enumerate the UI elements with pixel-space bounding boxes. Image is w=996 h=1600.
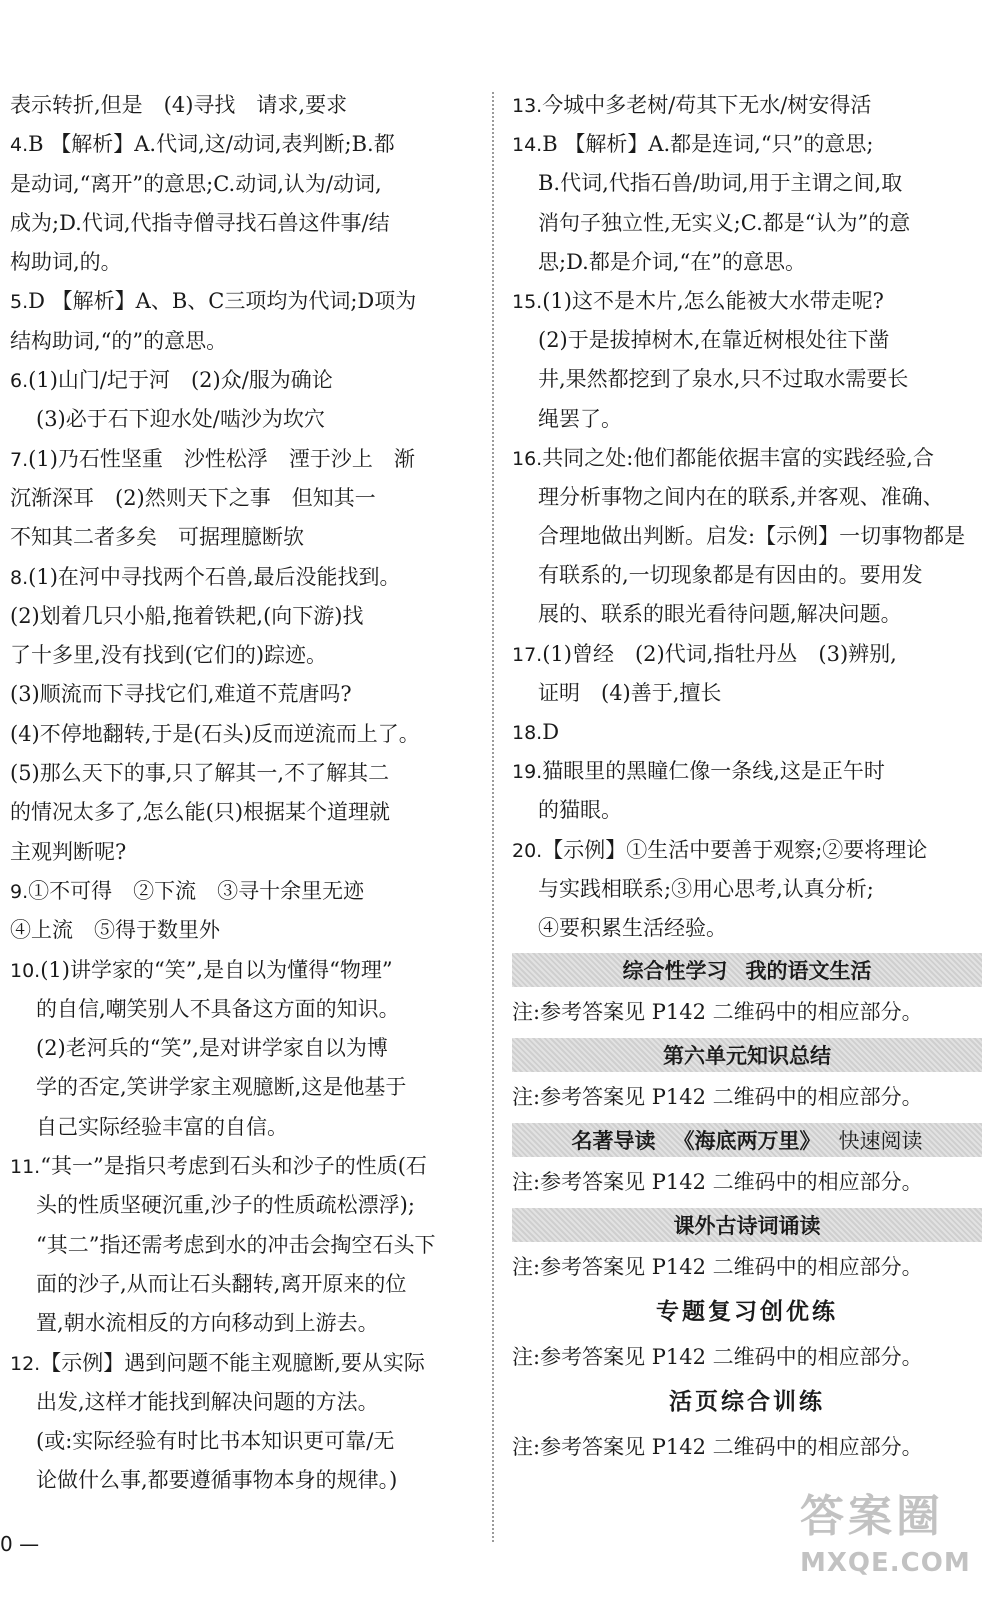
answer-text: B.代词,代指石兽/助词,用于主谓之间,取 [538, 171, 903, 196]
answer-text: (4)不停地翻转,于是(石头)反而逆流而上了。 [10, 721, 420, 746]
answer-line [512, 164, 982, 203]
answer-text: B 【解析】A.都是连词,“只”的意思; [542, 132, 874, 157]
answer-text: 共同之处:他们都能依据丰富的实践经验,合 [542, 445, 934, 470]
section-heading-part: 专题复习创优练 [656, 1299, 838, 1326]
answer-line [10, 518, 472, 557]
answer-line [10, 754, 472, 793]
answer-line [10, 322, 472, 361]
section-heading [512, 1378, 982, 1426]
answer-line [512, 674, 982, 713]
answer-line [10, 715, 472, 754]
answer-item-start [512, 713, 982, 752]
answer-line [512, 791, 982, 830]
answer-text: 的自信,嘲笑别人不具备这方面的知识。 [36, 996, 400, 1021]
answer-number: 16. [512, 447, 543, 470]
answer-text: 井,果然都挖到了泉水,只不过取水需要长 [538, 367, 909, 392]
answer-line [10, 1068, 472, 1107]
answer-line [512, 870, 982, 909]
right-column [512, 86, 982, 1468]
answer-text: 沉渐深耳 (2)然则天下之事 但知其一 [10, 485, 376, 510]
answer-text: 【示例】遇到问题不能主观臆断,要从实际 [40, 1350, 425, 1375]
watermark-logo-text: 答案圈 [800, 1491, 944, 1542]
answer-item-start [512, 439, 982, 478]
answer-line [512, 360, 982, 399]
answer-text: (1)这不是木片,怎么能被大水带走呢? [542, 288, 884, 313]
answer-number: 17. [512, 643, 543, 666]
answer-text: 论做什么事,都要遵循事物本身的规律。) [36, 1468, 398, 1493]
column-divider [492, 92, 494, 1542]
answer-item-start [10, 1344, 472, 1383]
answer-line [10, 400, 472, 439]
answer-text: ①不可得 ②下流 ③寻十余里无迹 [28, 878, 365, 903]
answer-item-start [512, 831, 982, 870]
answer-text: (1)在河中寻找两个石兽,最后没能找到。 [28, 564, 401, 589]
section-heading-part: 快速阅读 [838, 1129, 923, 1154]
section-heading-part: 课外古诗词诵读 [673, 1214, 821, 1239]
answer-number: 12. [10, 1352, 41, 1375]
page-number: 0 — [0, 1532, 40, 1556]
answer-text: (1)讲学家的“笑”,是自以为懂得“物理” [40, 957, 393, 982]
answer-item-start [10, 440, 472, 479]
answer-text: (或:实际经验有时比书本知识更可靠/无 [36, 1429, 395, 1454]
section-heading-part: 活页综合训练 [669, 1389, 825, 1416]
answer-text: 学的否定,笑讲学家主观臆断,这是他基于 [36, 1075, 407, 1100]
answer-text: 证明 (4)善于,擅长 [538, 680, 722, 705]
answer-text: D [542, 720, 560, 744]
section-note: 注:参考答案见 P142 二维码中的相应部分。 [512, 1000, 923, 1025]
answer-item-start [512, 635, 982, 674]
answer-line [512, 595, 982, 634]
answer-text: 的情况太多了,怎么能(只)根据某个道理就 [10, 800, 391, 825]
answer-number: 10. [10, 959, 41, 982]
answer-line [512, 517, 982, 556]
answer-line [10, 1304, 472, 1343]
answer-text: 了十多里,没有找到(它们的)踪迹。 [10, 643, 328, 668]
answer-text: 不知其二者多矣 可据理臆断欤 [10, 525, 304, 550]
answer-line [10, 1029, 472, 1068]
section-heading [512, 1038, 982, 1072]
answer-text: 【示例】①生活中要善于观察;②要将理论 [542, 837, 928, 862]
section-heading-part: 第六单元知识总结 [663, 1044, 831, 1069]
answer-text: (1)山门/圮于河 (2)众/服为确论 [28, 368, 333, 393]
answer-line [512, 204, 982, 243]
answer-item-start [10, 558, 472, 597]
answer-text: 出发,这样才能找到解决问题的方法。 [36, 1389, 379, 1414]
answer-line [10, 204, 472, 243]
answer-text: 构助词,的。 [10, 250, 122, 275]
answer-text: “其二”指还需考虑到水的冲击会掏空石头下 [36, 1232, 436, 1257]
answer-line [10, 990, 472, 1029]
section-note: 注:参考答案见 P142 二维码中的相应部分。 [512, 1170, 923, 1195]
answer-number: 14. [512, 134, 543, 157]
answer-line [10, 597, 472, 636]
section-heading [512, 1208, 982, 1242]
answer-item-start [10, 951, 472, 990]
answer-line [10, 793, 472, 832]
answer-text: 展的、联系的眼光看待问题,解决问题。 [538, 602, 902, 627]
answer-line [10, 86, 472, 125]
answer-text: 是动词,“离开”的意思;C.动词,认为/动词, [10, 171, 382, 196]
answer-line [512, 400, 982, 439]
section-heading [512, 1288, 982, 1336]
watermark-url: MXQE.COM [800, 1548, 971, 1578]
section-note: 注:参考答案见 P142 二维码中的相应部分。 [512, 1345, 923, 1370]
answer-line [10, 1108, 472, 1147]
answer-text: 表示转折,但是 (4)寻找 请求,要求 [10, 93, 348, 117]
answer-number: 4. [10, 134, 29, 157]
answer-text: 的猫眼。 [538, 798, 622, 823]
section-heading [512, 953, 982, 987]
answer-text: B 【解析】A.代词,这/动词,表判断;B.都 [28, 132, 395, 157]
answer-text: 置,朝水流相反的方向移动到上游去。 [36, 1311, 379, 1336]
answer-text: ④要积累生活经验。 [538, 915, 727, 940]
answer-line [10, 833, 472, 872]
answer-text: (2)于是拔掉树木,在靠近树根处往下凿 [538, 328, 890, 353]
answer-item-start [10, 872, 472, 911]
answer-line [512, 243, 982, 282]
answer-line [10, 479, 472, 518]
section-heading-part: 名著导读 [571, 1129, 656, 1154]
answer-line [10, 243, 472, 282]
answer-text: D 【解析】A、B、C三项均为代词;D项为 [28, 289, 417, 314]
section-note: 注:参考答案见 P142 二维码中的相应部分。 [512, 1435, 923, 1460]
answer-item-start [512, 282, 982, 321]
section-heading-part: 综合性学习 [622, 959, 728, 984]
answer-item-start [10, 282, 472, 321]
answer-text: (3)必于石下迎水处/啮沙为坎穴 [36, 407, 325, 432]
answer-text: ④上流 ⑤得于数里外 [10, 918, 220, 943]
answer-text: (2)划着几只小船,拖着铁耙,(向下游)找 [10, 603, 364, 628]
answer-text: (2)老河兵的“笑”,是对讲学家自以为博 [36, 1036, 388, 1061]
answer-line [10, 1226, 472, 1265]
answer-text: 猫眼里的黑瞳仁像一条线,这是正午时 [542, 759, 885, 784]
answer-item-start [10, 125, 472, 164]
answer-text: 自己实际经验丰富的自信。 [36, 1114, 288, 1139]
answer-number: 9. [10, 880, 29, 903]
answer-text: “其一”是指只考虑到石头和沙子的性质(石 [40, 1154, 427, 1179]
answer-text: (3)顺流而下寻找它们,难道不荒唐吗? [10, 682, 352, 707]
answer-number: 19. [512, 761, 543, 784]
answer-text: 有联系的,一切现象都是有因由的。要用发 [538, 563, 923, 588]
answer-line [10, 165, 472, 204]
answer-line [512, 321, 982, 360]
left-column [10, 86, 472, 1501]
watermark-logo [800, 1480, 990, 1590]
answer-item-start [10, 1147, 472, 1186]
answer-item-start [10, 361, 472, 400]
answer-item-start [512, 125, 982, 164]
answer-line [10, 675, 472, 714]
answer-text: 主观判断呢? [10, 839, 127, 864]
answer-line [10, 1461, 472, 1500]
answer-item-start [512, 86, 982, 125]
answer-text: 合理地做出判断。启发:【示例】一切事物都是 [538, 524, 966, 549]
answer-number: 11. [10, 1156, 41, 1179]
answer-number: 15. [512, 290, 543, 313]
answer-text: 成为;D.代词,代指寺僧寻找石兽这件事/结 [10, 210, 390, 235]
answer-line [10, 1422, 472, 1461]
answer-text: 思;D.都是介词,“在”的意思。 [538, 249, 806, 274]
answer-number: 7. [10, 448, 29, 471]
answer-line [512, 556, 982, 595]
answer-line [10, 911, 472, 950]
section-heading [512, 1123, 982, 1157]
answer-text: 今城中多老树/苟其下无水/树安得活 [542, 93, 872, 117]
answer-number: 18. [512, 722, 543, 744]
answer-line [512, 478, 982, 517]
answer-line [10, 1265, 472, 1304]
answer-text: (1)乃石性坚重 沙性松浮 湮于沙上 渐 [28, 446, 415, 471]
answer-line [10, 636, 472, 675]
answer-text: (5)那么天下的事,只了解其一,不了解其二 [10, 761, 390, 786]
answer-text: 头的性质坚硬沉重,沙子的性质疏松漂浮); [36, 1193, 415, 1218]
answer-number: 8. [10, 566, 29, 589]
answer-text: 消句子独立性,无实义;C.都是“认为”的意 [538, 210, 911, 235]
section-heading-part: 我的语文生活 [745, 959, 872, 984]
answer-number: 20. [512, 839, 543, 862]
answer-number: 13. [512, 95, 543, 117]
answer-text: 理分析事物之间内在的联系,并客观、准确、 [538, 484, 944, 509]
answer-text: 面的沙子,从而让石头翻转,离开原来的位 [36, 1271, 407, 1296]
section-note: 注:参考答案见 P142 二维码中的相应部分。 [512, 1255, 923, 1280]
answer-text: (1)曾经 (2)代词,指牡丹丛 (3)辨别, [542, 641, 897, 666]
section-heading-part: 《海底两万里》 [673, 1129, 821, 1154]
section-note: 注:参考答案见 P142 二维码中的相应部分。 [512, 1085, 923, 1110]
answer-text: 与实践相联系;③用心思考,认真分析; [538, 876, 874, 901]
answer-item-start [512, 752, 982, 791]
answer-number: 5. [10, 291, 29, 314]
answer-line [512, 909, 982, 948]
answer-line [10, 1186, 472, 1225]
answer-text: 结构助词,“的”的意思。 [10, 328, 228, 353]
answer-text: 绳罢了。 [538, 406, 622, 431]
answer-line [10, 1383, 472, 1422]
answer-number: 6. [10, 370, 29, 393]
